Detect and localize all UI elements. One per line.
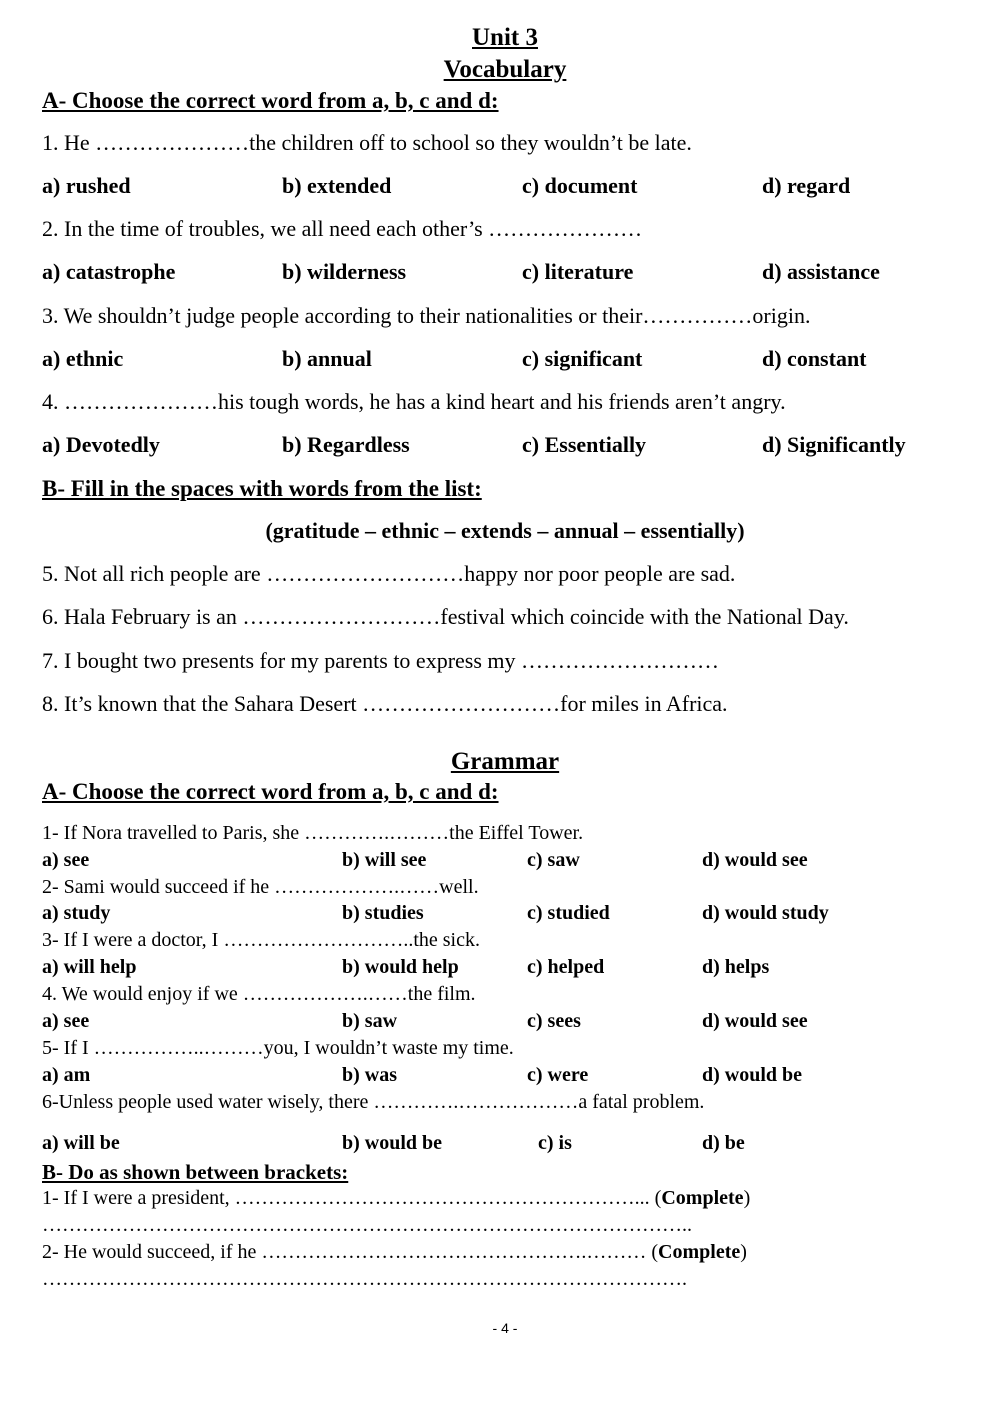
- grammar-q1-option-d[interactable]: d) would see: [702, 849, 808, 871]
- grammar-q3-option-b[interactable]: b) would help: [342, 956, 459, 978]
- transform-item-1-suffix: ): [743, 1187, 751, 1209]
- grammar-q4-option-a[interactable]: a) see: [42, 1010, 90, 1032]
- vocab-q1-option-b[interactable]: b) extended: [282, 173, 392, 198]
- fill-sentence-7[interactable]: 7. I bought two presents for my parents to express my ………………………: [42, 648, 720, 673]
- transform-item-2-suffix: ): [740, 1241, 747, 1263]
- vocab-q2-option-d[interactable]: d) assistance: [762, 259, 880, 284]
- transform-item-1-instruction: Complete: [661, 1187, 744, 1209]
- transform-item-2-answer-line[interactable]: …………………………………………………………………………………….: [42, 1268, 687, 1290]
- grammar-title: Grammar: [450, 748, 560, 775]
- vocab-question-1: 1. He …………………the children off to school so they wouldn’t be late.: [42, 130, 692, 155]
- fill-sentence-5[interactable]: 5. Not all rich people are ………………………happy nor poor people are sad.: [42, 561, 736, 586]
- grammar-q5-option-c[interactable]: c) were: [527, 1064, 589, 1086]
- grammar-question-3: 3- If I were a doctor, I ………………………..the sick.: [42, 929, 480, 951]
- vocab-q2-option-b[interactable]: b) wilderness: [282, 259, 407, 284]
- grammar-q5-option-b[interactable]: b) was: [342, 1064, 398, 1086]
- transform-item-2: [42, 1241, 747, 1264]
- grammar-q1-option-c[interactable]: c) saw: [527, 849, 580, 871]
- grammar-q3-option-c[interactable]: c) helped: [527, 956, 605, 978]
- grammar-question-1: 1- If Nora travelled to Paris, she ………….………the Eiffel Tower.: [42, 822, 584, 844]
- vocab-q4-option-a[interactable]: a) Devotedly: [42, 432, 160, 457]
- grammar-q2-option-a[interactable]: a) study: [42, 902, 111, 924]
- vocab-q3-option-c[interactable]: c) significant: [522, 346, 643, 371]
- vocab-q2-option-c[interactable]: c) literature: [522, 259, 634, 284]
- vocab-section-a-heading: A- Choose the correct word from a, b, c and d:: [42, 88, 499, 113]
- page-number: - 4 -: [492, 1320, 518, 1336]
- vocab-q2-option-a[interactable]: a) catastrophe: [42, 259, 176, 284]
- transform-item-1-answer-line[interactable]: ……………………………………………………………………………………..: [42, 1214, 692, 1236]
- vocab-q4-option-c[interactable]: c) Essentially: [522, 432, 647, 457]
- grammar-q4-option-d[interactable]: d) would see: [702, 1010, 808, 1032]
- vocab-q4-option-d[interactable]: d) Significantly: [762, 432, 906, 457]
- vocab-q3-option-d[interactable]: d) constant: [762, 346, 867, 371]
- grammar-q1-option-b[interactable]: b) will see: [342, 849, 427, 871]
- word-list: (gratitude – ethnic – extends – annual – essentially): [265, 518, 745, 543]
- vocabulary-title: Vocabulary: [443, 56, 567, 83]
- grammar-q3-option-a[interactable]: a) will help: [42, 956, 137, 978]
- grammar-question-6: 6-Unless people used water wisely, there ………….………………a fatal problem.: [42, 1091, 705, 1113]
- grammar-q2-option-d[interactable]: d) would study: [702, 902, 829, 924]
- grammar-q1-option-a[interactable]: a) see: [42, 849, 90, 871]
- grammar-q2-option-c[interactable]: c) studied: [527, 902, 610, 924]
- grammar-q5-option-a[interactable]: a) am: [42, 1064, 91, 1086]
- vocab-q4-option-b[interactable]: b) Regardless: [282, 432, 410, 457]
- grammar-question-5: 5- If I ……………..………you, I wouldn’t waste my time.: [42, 1037, 514, 1059]
- vocab-question-2: 2. In the time of troubles, we all need each other’s …………………: [42, 216, 643, 241]
- grammar-question-4: 4. We would enjoy if we ……………….……the film.: [42, 983, 476, 1005]
- grammar-q2-option-b[interactable]: b) studies: [342, 902, 424, 924]
- vocab-question-4: 4. …………………his tough words, he has a kind heart and his friends aren’t angry.: [42, 389, 786, 414]
- grammar-q6-option-c[interactable]: c) is: [538, 1132, 572, 1154]
- vocab-q1-option-d[interactable]: d) regard: [762, 173, 851, 198]
- grammar-q6-option-b[interactable]: b) would be: [342, 1132, 443, 1154]
- grammar-section-b-heading: B- Do as shown between brackets:: [42, 1160, 349, 1184]
- grammar-q4-option-c[interactable]: c) sees: [527, 1010, 581, 1032]
- vocab-q3-option-b[interactable]: b) annual: [282, 346, 372, 371]
- grammar-q6-option-d[interactable]: d) be: [702, 1132, 745, 1154]
- grammar-q5-option-d[interactable]: d) would be: [702, 1064, 803, 1086]
- fill-sentence-8[interactable]: 8. It’s known that the Sahara Desert ………………………for miles in Africa.: [42, 691, 728, 716]
- transform-item-1: [42, 1187, 750, 1210]
- vocab-q1-option-c[interactable]: c) document: [522, 173, 638, 198]
- transform-item-2-prefix: 2- He would succeed, if he ………………………………………….……… (: [42, 1241, 659, 1263]
- unit-title: Unit 3: [472, 24, 538, 51]
- grammar-section-a-heading: A- Choose the correct word from a, b, c and d:: [42, 779, 499, 804]
- grammar-q6-option-a[interactable]: a) will be: [42, 1132, 120, 1154]
- vocab-question-3: 3. We shouldn’t judge people according to their nationalities or their……………origin.: [42, 303, 811, 328]
- transform-item-2-instruction: Complete: [658, 1241, 741, 1263]
- grammar-question-2: 2- Sami would succeed if he ……………….……well.: [42, 876, 479, 898]
- vocab-section-b-heading: B- Fill in the spaces with words from the list:: [42, 476, 482, 501]
- transform-item-1-prefix: 1- If I were a president, ……………………………………………………... (: [42, 1187, 662, 1209]
- vocab-q3-option-a[interactable]: a) ethnic: [42, 346, 124, 371]
- grammar-q3-option-d[interactable]: d) helps: [702, 956, 770, 978]
- vocab-q1-option-a[interactable]: a) rushed: [42, 173, 131, 198]
- fill-sentence-6[interactable]: 6. Hala February is an ………………………festival which coincide with the National Day.: [42, 604, 849, 629]
- grammar-q4-option-b[interactable]: b) saw: [342, 1010, 398, 1032]
